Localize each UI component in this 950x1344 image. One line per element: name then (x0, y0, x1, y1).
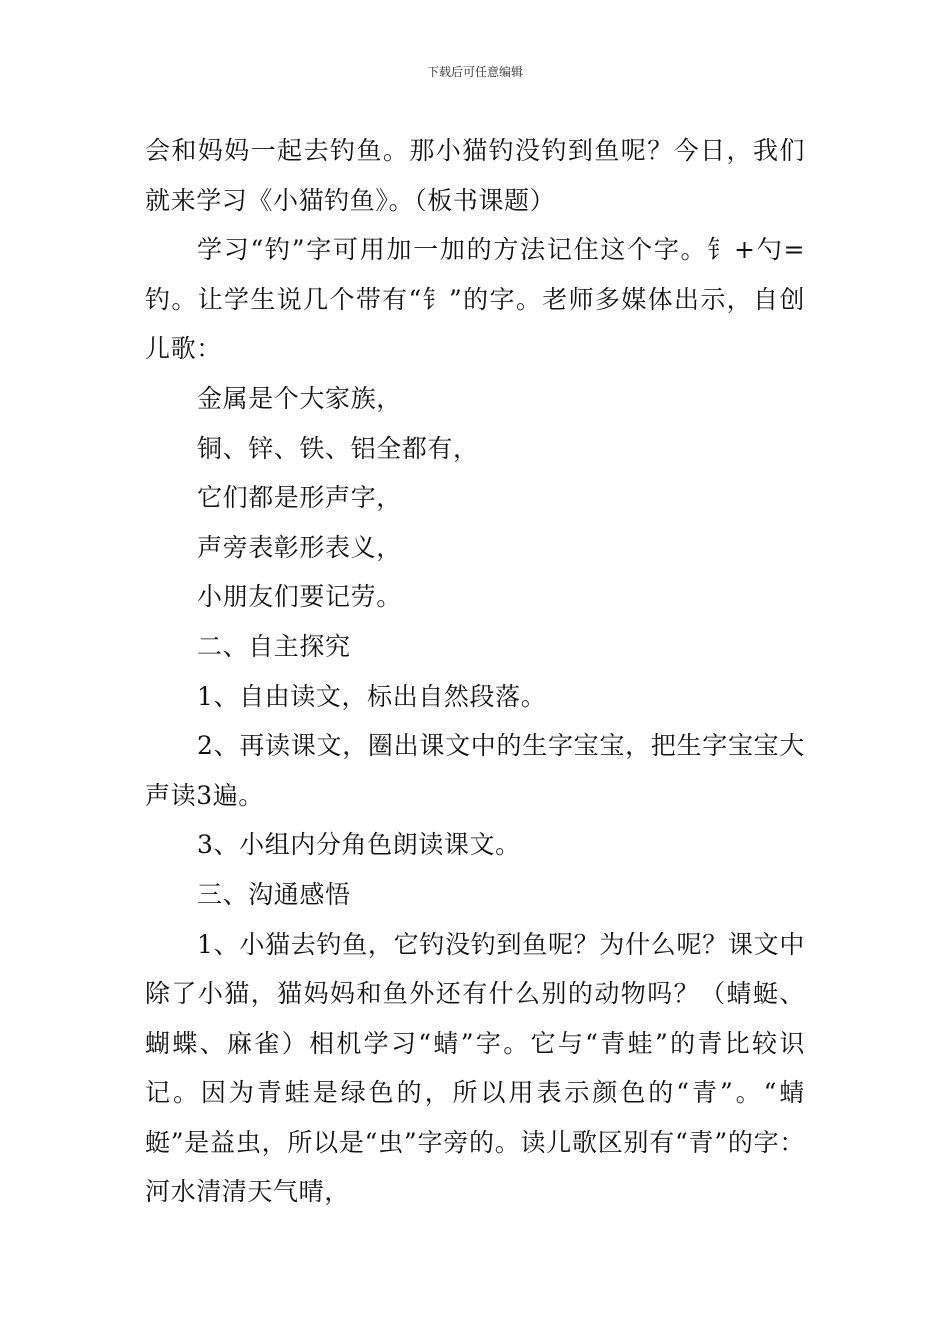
section-heading: 二、自主探究 (197, 631, 351, 661)
poem-line: 它们都是形声字， (197, 483, 402, 513)
list-item: 1、自由读文，标出自然段落。 (197, 681, 547, 711)
page-header: 下载后可任意编辑 (426, 65, 523, 79)
poem-line: 铜、锌、铁、铝全都有， (197, 433, 479, 463)
list-item: 3、小组内分角色朗读课文。 (197, 830, 521, 860)
poem-line: 金属是个大家族， (197, 383, 402, 413)
document-body (145, 126, 805, 1217)
poem-line: 小朋友们要记劳。 (197, 582, 402, 612)
section-heading: 三、沟通感悟 (197, 879, 351, 909)
list-item: 1、小猫去钓鱼，它钓没钓到鱼呢？为什么呢？课文中除了小猫，猫妈妈和鱼外还有什么别的动物吗？（蜻蜓、蝴蝶、麻雀）相机学习“蜻”字。它与“青蛙”的青比较识记。因为青蛙是绿色的，所以用表示颜色的“青”。“蜻蜓”是益虫，所以是“虫”字旁的。读儿歌区别有“青”的字：河水清清天气晴， (145, 929, 805, 1207)
poem-line: 声旁表彰形表义， (197, 532, 402, 562)
list-item: 2、再读课文，圈出课文中的生字宝宝，把生字宝宝大声读3遍。 (145, 731, 805, 810)
paragraph: 会和妈妈一起去钓鱼。那小猫钓没钓到鱼呢？今日，我们就来学习《小猫钓鱼》。（板书课题） (145, 136, 805, 215)
paragraph: 学习“钓”字可用加一加的方法记住这个字。钅+勺=钓。让学生说几个带有“钅”的字。老师多媒体出示，自创儿歌： (145, 235, 805, 364)
